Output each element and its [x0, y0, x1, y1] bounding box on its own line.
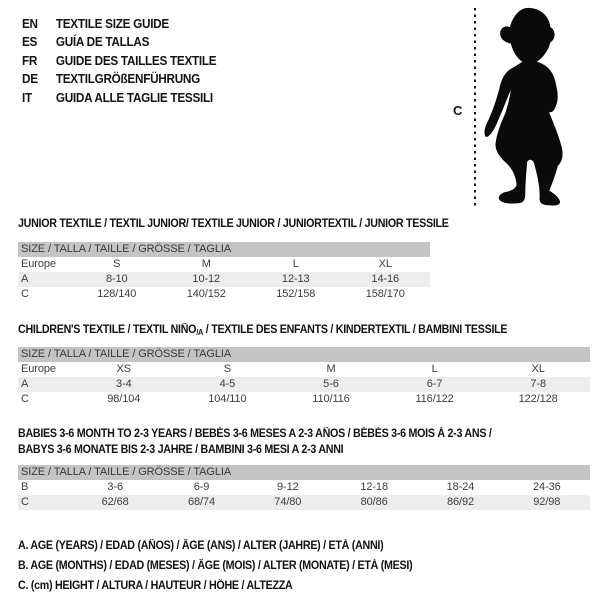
height-cell: 122/128 — [518, 393, 558, 405]
lang-row-fr — [22, 52, 216, 70]
table-row-months — [18, 480, 590, 495]
row-label: Europe — [21, 258, 56, 270]
size-cell: M — [201, 258, 211, 270]
height-cell: 158/170 — [365, 288, 405, 300]
size-header-bar: SIZE / TALLA / TAILLE / GRÖSSE / TAGLIA — [18, 347, 590, 362]
lang-code: IT — [22, 90, 32, 105]
table-row-europe — [18, 257, 430, 272]
toddler-silhouette-image — [482, 6, 582, 208]
junior-table-title: JUNIOR TEXTILE / TEXTIL JUNIOR/ TEXTILE JUNIOR / JUNIORTEXTIL / JUNIOR TESSILE — [18, 218, 449, 230]
size-cell: L — [431, 363, 438, 375]
row-label: B — [21, 481, 29, 493]
age-cell: 7-8 — [530, 378, 546, 390]
height-cell: 116/122 — [415, 393, 454, 405]
lang-row-it — [22, 89, 216, 107]
table-row-age — [18, 272, 430, 287]
row-label: A — [21, 378, 29, 390]
lang-code: FR — [22, 53, 38, 68]
junior-size-table — [18, 242, 430, 302]
age-cell: 3-4 — [115, 378, 132, 390]
height-measure-dashed-line — [474, 8, 476, 206]
lang-row-en — [22, 15, 216, 33]
guide-title: GUIDA ALLE TAGLIE TESSILI — [55, 90, 213, 105]
height-cell: 92/98 — [533, 496, 561, 508]
months-cell: 18-24 — [446, 481, 475, 493]
lang-row-de — [22, 70, 216, 88]
row-label: C — [21, 393, 29, 405]
language-guide-block — [22, 15, 229, 107]
row-label: C — [21, 288, 29, 300]
age-cell: 10-12 — [192, 273, 221, 285]
lang-row-es — [22, 33, 216, 51]
height-cell: 80/86 — [360, 496, 388, 508]
age-cell: 6-7 — [426, 378, 443, 390]
size-cell: S — [113, 258, 121, 270]
height-measure-label: C — [453, 103, 463, 118]
size-cell: L — [292, 258, 299, 270]
age-cell: 12-13 — [281, 273, 310, 285]
lang-code: EN — [22, 17, 38, 31]
height-cell: 98/104 — [107, 393, 141, 405]
months-cell: 9-12 — [277, 481, 299, 493]
title-line-1: BABIES 3-6 MONTH TO 2-3 YEARS / BEBÉS 3-6 MESES A 2-3 AÑOS / BÉBÉS 3-6 MOIS À 2-3 ANS / — [18, 428, 492, 440]
table-row-height — [18, 287, 430, 302]
footnote-age-years: A. AGE (YEARS) / EDAD (AÑOS) / ÂGE (ANS) / ALTER (JAHRE) / ETÀ (ANNI) — [18, 540, 384, 552]
children-size-table — [18, 347, 590, 407]
footnotes-block — [18, 536, 442, 596]
table-row-height — [18, 392, 590, 407]
height-cell: 86/92 — [446, 496, 474, 508]
guide-title: TEXTILE SIZE GUIDE — [55, 17, 169, 31]
size-cell: XL — [531, 363, 545, 375]
age-cell: 8-10 — [105, 273, 128, 285]
title-part: / TEXTILE DES ENFANTS / KINDERTEXTIL / BAMBINI TESSILE — [203, 324, 508, 336]
lang-code: DE — [22, 72, 38, 87]
table-row-height — [18, 495, 590, 510]
age-cell: 14-16 — [371, 273, 400, 285]
height-cell: 104/110 — [208, 393, 247, 405]
age-cell: 4-5 — [219, 378, 236, 390]
children-table-title — [18, 322, 507, 341]
height-cell: 110/116 — [312, 393, 350, 405]
size-cell: M — [326, 363, 336, 375]
height-cell: 68/74 — [187, 496, 215, 508]
title-line-2: BABYS 3-6 MONATE BIS 2-3 JAHRE / BAMBINI 3-6 MESI A 2-3 ANNI — [18, 444, 344, 456]
months-cell: 12-18 — [360, 481, 388, 493]
guide-title: GUIDE DES TAILLES TEXTILE — [55, 53, 217, 68]
months-cell: 24-36 — [532, 481, 561, 493]
height-cell: 74/80 — [274, 496, 302, 508]
size-header-bar: SIZE / TALLA / TAILLE / GRÖSSE / TAGLIA — [18, 465, 590, 480]
height-cell: 62/68 — [101, 496, 129, 508]
guide-title: TEXTILGRÖßENFÜHRUNG — [55, 72, 200, 87]
height-cell: 140/152 — [186, 288, 226, 300]
height-cell: 128/140 — [97, 288, 137, 300]
size-cell: XS — [116, 363, 132, 375]
guide-title: GUÍA DE TALLAS — [55, 35, 150, 50]
babies-size-table — [18, 465, 590, 510]
table-row-europe — [18, 362, 590, 377]
table-row-age — [18, 377, 590, 392]
size-header-bar: SIZE / TALLA / TAILLE / GRÖSSE / TAGLIA — [18, 242, 430, 257]
footnote-height: C. (cm) HEIGHT / ALTURA / HAUTEUR / HÖHE / ALTEZZA — [18, 580, 293, 592]
lang-code: ES — [22, 35, 38, 50]
title-subscript: /A — [196, 328, 204, 337]
footnote-age-months: B. AGE (MONTHS) / EDAD (MESES) / ÂGE (MOIS) / ALTER (MONATE) / ETÀ (MESI) — [18, 560, 413, 572]
height-cell: 152/158 — [276, 288, 316, 300]
months-cell: 6-9 — [193, 481, 210, 493]
title-part: CHILDREN'S TEXTILE / TEXTIL NIÑO — [18, 324, 197, 336]
row-label: C — [21, 496, 29, 508]
row-label: A — [21, 273, 29, 285]
age-cell: 5-6 — [323, 378, 339, 390]
months-cell: 3-6 — [107, 481, 123, 493]
size-cell: XL — [378, 258, 392, 270]
babies-table-title — [18, 426, 492, 458]
size-cell: S — [223, 363, 232, 375]
row-label: Europe — [21, 363, 56, 375]
